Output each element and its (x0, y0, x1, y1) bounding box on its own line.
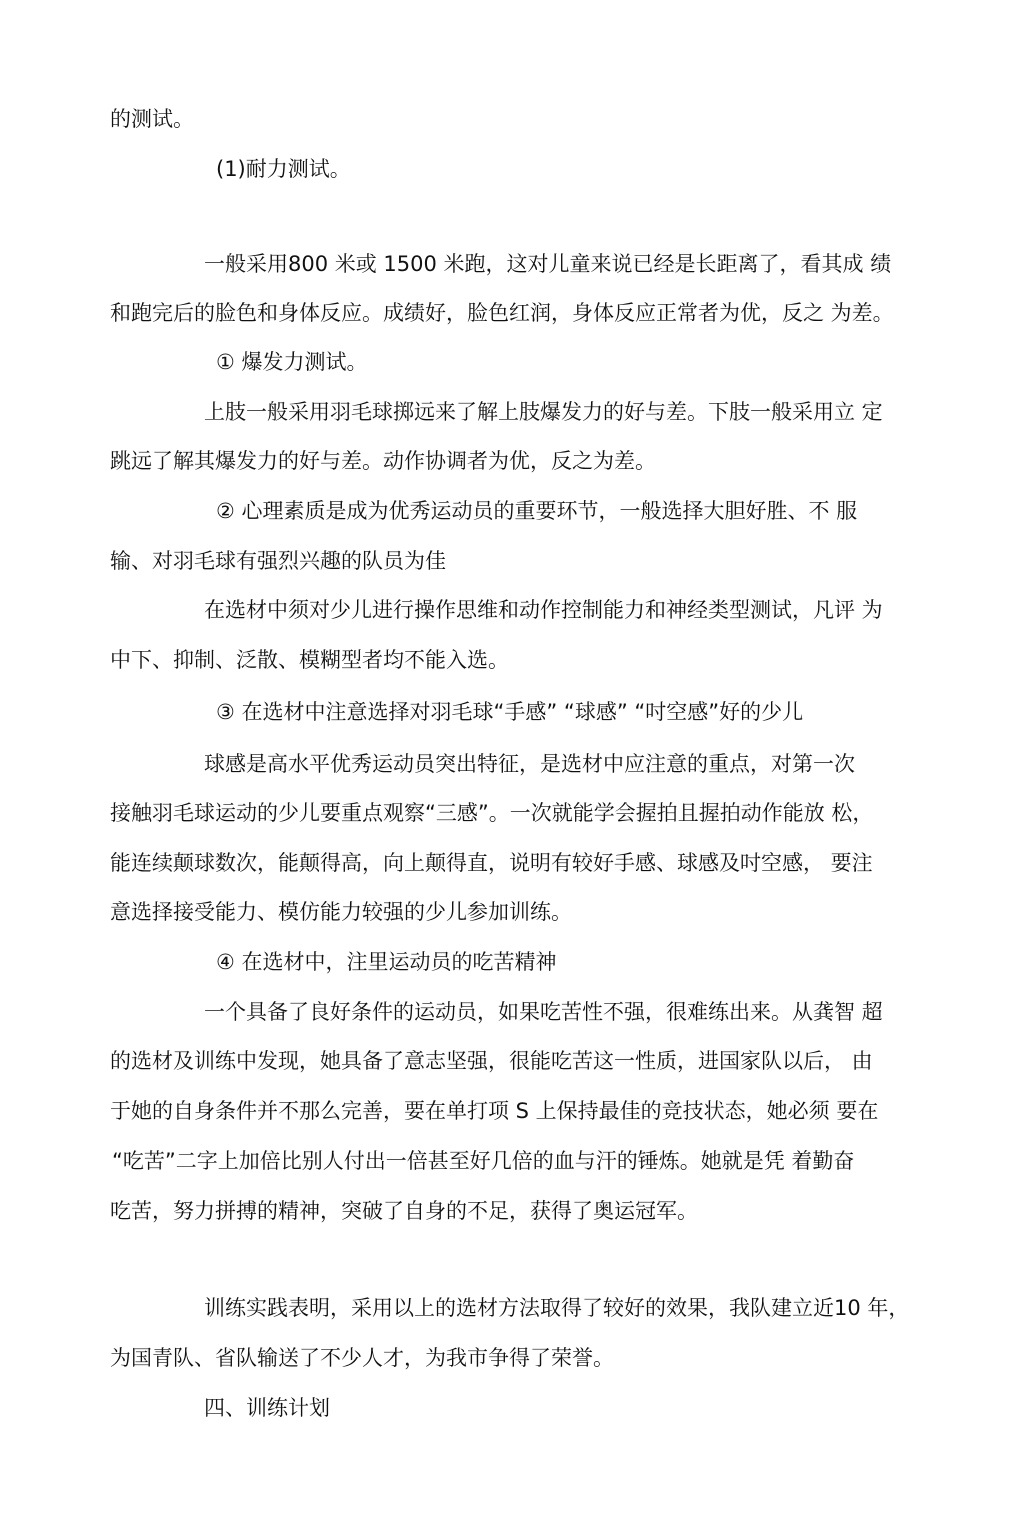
paragraph-line: 和跑完后的脸色和身体反应。成绩好，脸色红润，身体反应正常者为优，反之 为差。 (110, 301, 894, 325)
paragraph-line: 的选材及训练中发现，她具备了意志坚强，很能吃苦这一性质，进国家队以后， 由 (110, 1049, 873, 1073)
paragraph-line: 输、对羽毛球有强烈兴趣的队员为佳 (110, 549, 446, 573)
section-heading: ② 心理素质是成为优秀运动员的重要环节，一般选择大胆好胜、不 服 (216, 499, 858, 523)
section-heading: ① 爆发力测试。 (216, 350, 368, 374)
paragraph-line: 上肢一般采用羽毛球掷远来了解上肢爆发力的好与差。下肢一般采用立 定 (204, 400, 883, 424)
paragraph-line: 球感是高水平优秀运动员突出特征，是选材中应注意的重点，对第一次 (204, 752, 855, 776)
section-heading: ④ 在选材中，注里运动员的吃苦精神 (216, 950, 557, 974)
paragraph-line: 于她的自身条件并不那么完善，要在单打项 S 上保持最佳的竞技状态，她必须 要在 (110, 1099, 879, 1123)
paragraph-line: 一般采用800 米或 1500 米跑，这对儿童来说已经是长距离了，看其成 绩 (204, 252, 892, 276)
paragraph-line: 一个具备了良好条件的运动员，如果吃苦性不强，很难练出来。从龚智 超 (204, 1000, 883, 1024)
paragraph-line: 为国青队、省队输送了不少人才，为我市争得了荣誉。 (110, 1346, 614, 1370)
paragraph-line: 训练实践表明，采用以上的选材方法取得了较好的效果，我队建立近10 年， (204, 1296, 910, 1320)
paragraph-line: 在选材中须对少儿进行操作思维和动作控制能力和神经类型测试，凡评 为 (204, 598, 883, 622)
paragraph-line: 能连续颠球数次，能颠得高，向上颠得直，说明有较好手感、球感及吋空感， 要注 (110, 851, 873, 875)
text-line: 的测试。 (110, 107, 194, 131)
paragraph-line: “吃苦”二字上加倍比别人付出一倍甚至好几倍的血与汗的锤炼。她就是凭 着勤奋 (112, 1149, 855, 1173)
paragraph-line: 吃苦，努力拼搏的精神，突破了自身的不足，获得了奥运冠军。 (110, 1199, 698, 1223)
section-heading: 四、训练计划 (204, 1396, 330, 1420)
paragraph-line: 跳远了解其爆发力的好与差。动作协调者为优，反之为差。 (110, 449, 656, 473)
paragraph-line: 意选择接受能力、模仿能力较强的少儿参加训练。 (110, 900, 572, 924)
paragraph-line: 接触羽毛球运动的少儿要重点观察“三感”。一次就能学会握拍且握拍动作能放 松， (110, 801, 874, 825)
section-heading: (1)耐力测试。 (216, 157, 351, 181)
section-heading: ③ 在选材中注意选择对羽毛球“手感” “球感” “吋空感”好的少儿 (216, 700, 804, 724)
paragraph-line: 中下、抑制、泛散、模糊型者均不能入选。 (110, 648, 509, 672)
